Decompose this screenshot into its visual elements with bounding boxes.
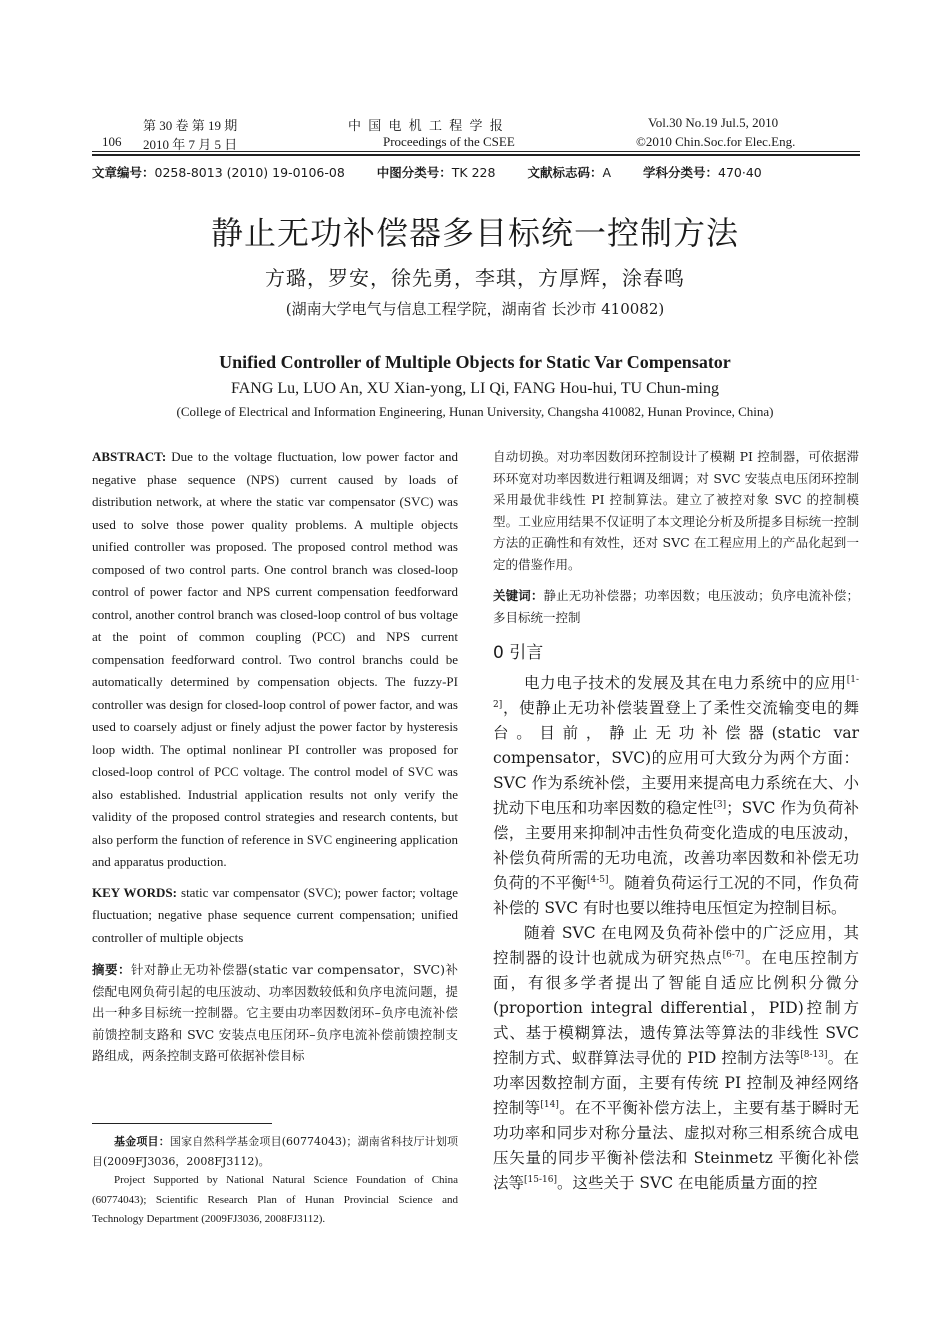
keywords-en: [92, 882, 458, 950]
affiliation-cn: (湖南大学电气与信息工程学院，湖南省 长沙市 410082): [285, 300, 665, 318]
keywords-en-label: KEY WORDS:: [92, 884, 177, 900]
right-column: [493, 446, 859, 1196]
abstract-en-label: ABSTRACT:: [92, 449, 167, 464]
article-no-label: 文章编号：: [92, 165, 155, 180]
abstract-en: [92, 446, 458, 874]
footnote-rule: [92, 1123, 272, 1124]
clc-value: TK 228: [451, 165, 496, 180]
citation-5: [8-13]: [800, 1049, 828, 1060]
keywords-cn-label: 关键词：: [493, 588, 544, 603]
p2-text-e: 。这些关于 SVC 在电能质量方面的控: [556, 1174, 818, 1192]
intro-paragraph-1: [493, 671, 859, 921]
p1-text-d: 。随着负荷运行工况的不同，作负荷补偿的 SVC 有时也要以维持电压恒定为控制目标。: [493, 874, 859, 917]
doc-code-label: 文献标志码：: [527, 165, 603, 180]
authors-cn: 方璐，罗安，徐先勇，李琪，方厚辉，涂春鸣: [265, 266, 685, 290]
keywords-cn: [493, 585, 859, 628]
p2-text-b: 。在电压控制方面，有很多学者提出了智能自适应比例积分微分(proportion integral differential，PID)控制方式、基于模糊算法，遗传算法等算法的非线性 SVC 控制方式、蚁群算法寻优的 PID 控制方法等: [493, 949, 859, 1067]
citation-2: [3]: [713, 799, 727, 810]
intro-paragraph-2: [493, 921, 859, 1196]
article-no: 0258-8013 (2010) 19-0106-08: [154, 165, 345, 180]
subject-label: 学科分类号：: [642, 165, 718, 180]
abstract-cn-continued: 自动切换。对功率因数闭环控制设计了模糊 PI 控制器，可依据滞环环宽对功率因数进行粗调及细调；对 SVC 安装点电压闭环控制采用最优非线性 PI 控制算法。建立了被控对象 SVC 的控制模型。工业应用结果不仅证明了本文理论分析及所提多目标统一控制方法的正确性和有效性，还对 SVC 在工程应用上的产品化起到一定的借鉴作用。: [493, 449, 859, 572]
affiliation-en: (College of Electrical and Information Engineering, Hunan University, Changsha 410082, Hunan Province, China): [176, 404, 774, 419]
doc-code-value: A: [602, 165, 612, 180]
p1-text-c: ；SVC 作为负荷补偿，主要用来抑制冲击性负荷变化造成的电压波动，补偿负荷所需的无功电流，改善功率因数和补偿无功负荷的不平衡: [493, 799, 859, 892]
meta-line: [92, 163, 762, 181]
section-heading-intro: 0 引言: [493, 643, 544, 663]
p2-text-c: 。在功率因数控制方面，主要有传统 PI 控制及神经网络控制等: [493, 1049, 859, 1117]
citation-7: [15-16]: [524, 1174, 557, 1185]
p1-text-b: ，使静止无功补偿装置登上了柔性交流输变电的舞台。目前，静止无功补偿器(static var compensator，SVC)的应用可大致分为两个方面：SVC 作为系统补偿，主要用来提高电力系统在大、小扰动下电压和功率因数的稳定性: [493, 699, 859, 817]
funding-footnote: [92, 1132, 458, 1230]
paper-title-en: Unified Controller of Multiple Objects for Static Var Compensator: [219, 352, 731, 372]
funding-label: 基金项目：: [114, 1135, 170, 1148]
funding-en: Project Supported by National Natural Science Foundation of China (60774043); Scientific Research Plan of Hunan Provincial Science and Technology Department (2009FJ3036, 2008FJ3112).: [92, 1174, 458, 1225]
funding-cn: [92, 1132, 458, 1171]
p2-text-d: 。在不平衡补偿方法上，主要有基于瞬时无功功率和同步对称分量法、虚拟对称三相系统合成电压矢量的同步平衡补偿法和 Steinmetz 平衡化补偿法等: [493, 1099, 859, 1192]
header-copyright: ©2010 Chin.Soc.for Elec.Eng.: [636, 134, 796, 149]
authors-en: FANG Lu, LUO An, XU Xian-yong, LI Qi, FANG Hou-hui, TU Chun-ming: [231, 380, 719, 397]
left-column: [92, 446, 458, 1067]
p1-text-a: 电力电子技术的发展及其在电力系统中的应用: [524, 674, 847, 692]
keywords-cn-text: 静止无功补偿器；功率因数；电压波动；负序电流补偿；多目标统一控制: [493, 588, 859, 625]
p2-text-a: 随着 SVC 在电网及负荷补偿中的广泛应用，其控制器的设计也就成为研究热点: [493, 924, 859, 967]
header-journal-cn: 中 国 电 机 工 程 学 报: [348, 118, 505, 133]
abstract-cn: [92, 959, 458, 1067]
header-page-number: 106: [102, 134, 122, 149]
header-rule-thick: [92, 154, 860, 156]
citation-1: [1-2]: [493, 674, 859, 710]
header-date-cn: 2010 年 7 月 5 日: [143, 137, 238, 152]
abstract-cn-text-left: 针对静止无功补偿器(static var compensator，SVC)补偿配电网负荷引起的电压波动、功率因数较低和负序电流问题，提出一种多目标统一控制器。它主要由功率因数闭环–负序电流补偿前馈控制支路和 SVC 安装点电压闭环–负序电流补偿前馈控制支路组成，两条控制支路可依据补偿目标: [92, 962, 458, 1063]
header-volume-cn: 第 30 卷 第 19 期: [143, 118, 238, 133]
header-volume-en: Vol.30 No.19 Jul.5, 2010: [648, 115, 779, 130]
citation-4: [6-7]: [722, 949, 745, 960]
header-journal-en: Proceedings of the CSEE: [383, 134, 515, 149]
clc-label: 中图分类号：: [376, 165, 452, 180]
abstract-cn-label: 摘要：: [92, 962, 132, 977]
header-rule-thin: [92, 151, 860, 152]
keywords-en-text: static var compensator (SVC); power factor; voltage fluctuation; negative phase sequence current compensation; unified controller of multiple objects: [92, 884, 458, 945]
citation-3: [4-5]: [586, 874, 609, 885]
funding-cn-text: 国家自然科学基金项目(60774043)；湖南省科技厅计划项目(2009FJ3036，2008FJ3112)。: [92, 1135, 458, 1168]
paper-title-cn: 静止无功补偿器多目标统一控制方法: [210, 214, 739, 252]
citation-6: [14]: [540, 1099, 559, 1110]
subject-value: 470·40: [718, 165, 762, 180]
abstract-en-text: Due to the voltage fluctuation, low power factor and negative phase sequence (NPS) current caused by loads of distribution network, at where the static var compensator (SVC) was used to solve those power quality problems. A multiple objects unified controller was proposed. The proposed control method was composed of two control parts. One control branch was closed-loop control of power factor and NPS current compensation feedforward control, another control branch was closed-loop control of bus voltage at the point of common coupling (PCC) and NPS current compensation feedforward control. Two control branchs could be automatically determined by compensation objects. The fuzzy-PI controller was design for closed-loop control of power factor, and was used to coarsely adjust or finely adjust the power factor by hysteresis loop width. The optimal nonlinear PI controller was proposed for closed-loop control of PCC voltage. The control model of SVC was also established. Industrial application results not only verify the validity of the proposed control strategies and research contents, but also perform the function of reference in SVC engineering application and apparatus production.: [92, 449, 458, 869]
